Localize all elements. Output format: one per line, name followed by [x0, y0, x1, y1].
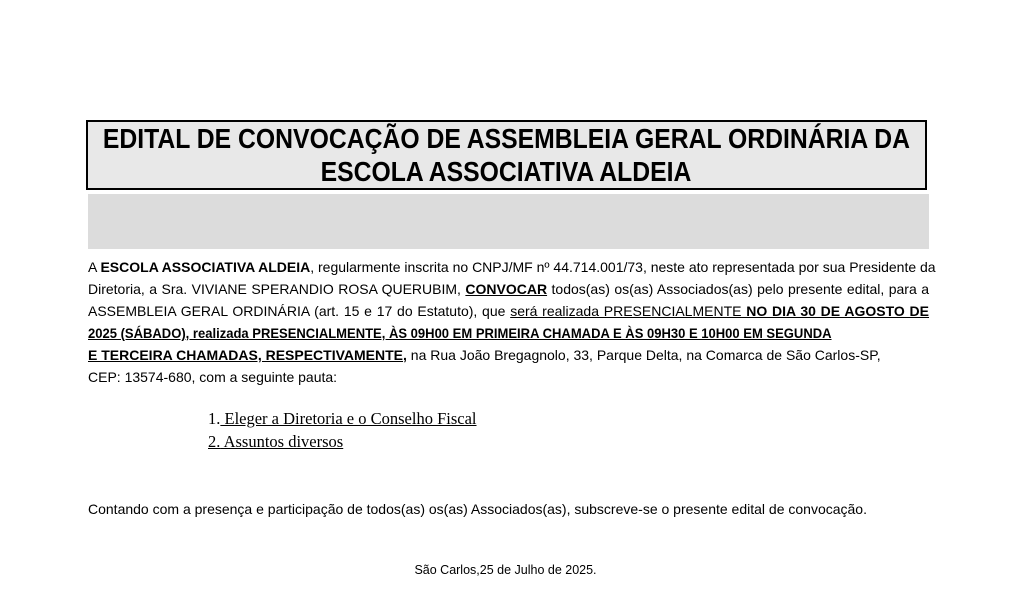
- paragraph-line-3: [88, 300, 929, 322]
- paragraph-line-5: [88, 344, 929, 366]
- document-title-line-1: EDITAL DE CONVOCAÇÃO DE ASSEMBLEIA GERAL ORDINÁRIA DA: [102, 123, 911, 154]
- paragraph-line-1: [88, 256, 936, 278]
- agenda-item-number: 2.: [208, 432, 221, 451]
- agenda-item-text: Eleger a Diretoria e o Conselho Fiscal: [220, 409, 477, 428]
- text-fragment: ASSEMBLEIA GERAL ORDINÁRIA (art. 15 e 17 do Estatuto), que: [88, 303, 511, 319]
- text-fragment: Diretoria, a Sra. VIVIANE SPERANDIO ROSA QUERUBIM,: [88, 281, 466, 297]
- school-name: ESCOLA ASSOCIATIVA ALDEIA: [100, 259, 311, 275]
- convocar-keyword: CONVOCAR: [465, 281, 548, 297]
- postal-code-line: CEP: 13574-680, com a seguinte pauta:: [88, 369, 338, 385]
- document-title-line-2: ESCOLA ASSOCIATIVA ALDEIA: [321, 156, 692, 187]
- presencial-note: será realizada PRESENCIALMENTE: [510, 303, 742, 319]
- text-fragment: , regularmente inscrita no CNPJ/MF nº 44.714.001/73, neste ato representada por sua Presidente da: [310, 259, 936, 275]
- agenda-item: [208, 407, 477, 430]
- agenda-item-text: Assuntos diversos: [220, 432, 344, 451]
- meeting-address: na Rua João Bregagnolo, 33, Parque Delta, na Comarca de São Carlos-SP,: [406, 347, 881, 363]
- paragraph-line-2: [88, 278, 929, 300]
- text-fragment: A: [88, 259, 101, 275]
- meeting-date: NO DIA 30 DE AGOSTO DE: [741, 303, 930, 319]
- place-and-date: São Carlos,25 de Julho de 2025.: [414, 563, 597, 577]
- document-title-box: [86, 120, 927, 190]
- paragraph-line-6: [88, 366, 929, 388]
- meeting-schedule-end: E TERCEIRA CHAMADAS, RESPECTIVAMENTE,: [88, 347, 407, 363]
- meeting-schedule: 2025 (SÁBADO), realizada PRESENCIALMENTE, ÀS 09H00 EM PRIMEIRA CHAMADA E ÀS 09H30 E 10H00 EM SEGUNDA: [88, 325, 832, 341]
- text-fragment: todos(as) os(as) Associados(as) pelo presente edital, para a: [547, 281, 929, 297]
- agenda-item: [208, 430, 477, 453]
- paragraph-line-4: [88, 322, 929, 344]
- agenda-item-number: 1.: [208, 409, 221, 428]
- agenda-list: [208, 407, 477, 453]
- shaded-band: [88, 194, 929, 249]
- convocation-paragraph: [88, 256, 936, 388]
- closing-sentence: Contando com a presença e participação de todos(as) os(as) Associados(as), subscreve-se o presente edital de convocação.: [88, 501, 867, 517]
